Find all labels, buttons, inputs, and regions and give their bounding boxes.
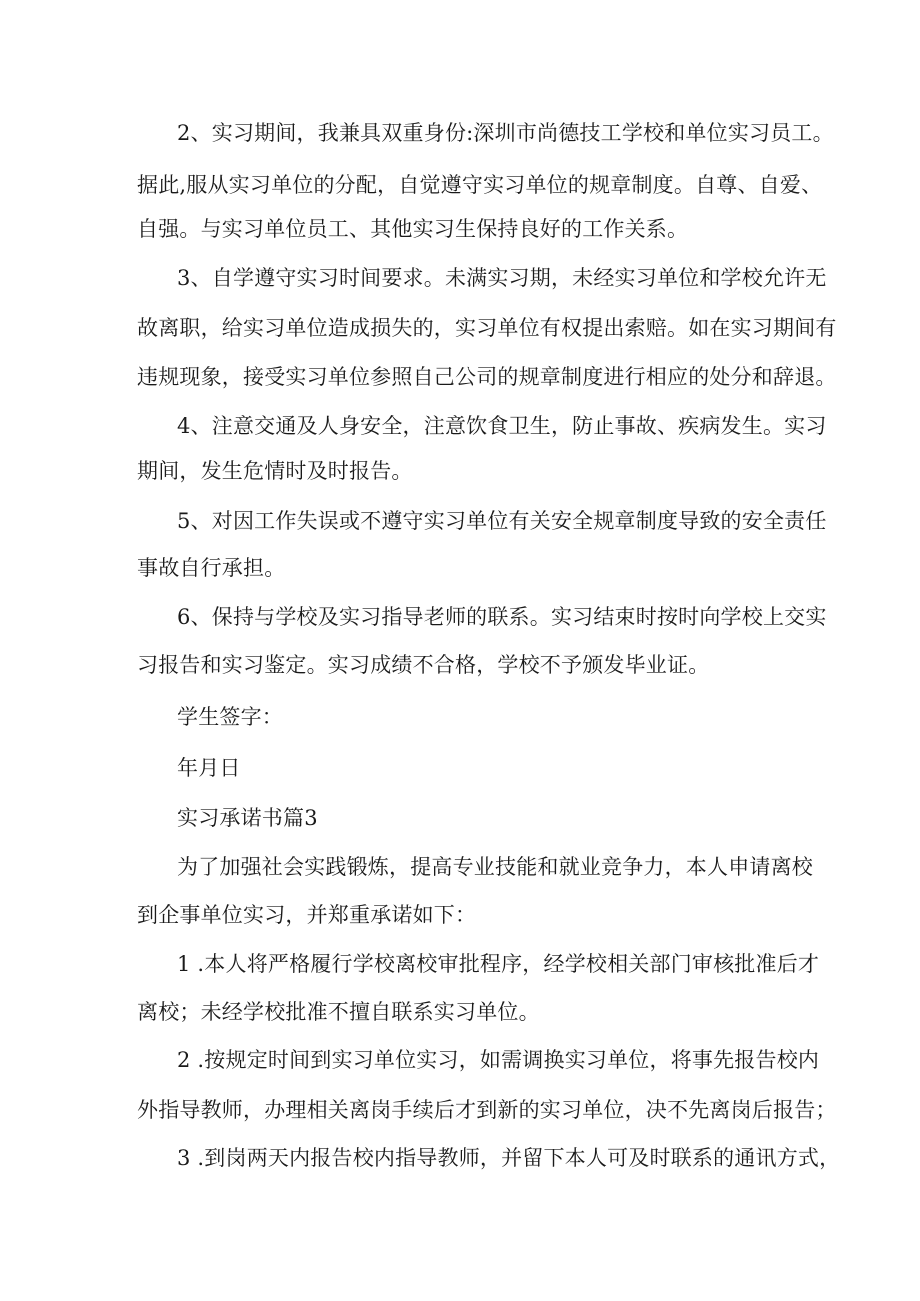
paragraph-6-line-1: 6、保持与学校及实习指导老师的联系。实习结束时按时向学校上交实 bbox=[177, 605, 827, 629]
paragraph-2-line-2: 据此,服从实习单位的分配，自觉遵守实习单位的规章制度。自尊、自爱、 bbox=[137, 173, 823, 197]
paragraph-5-line-1: 5、对因工作失误或不遵守实习单位有关安全规章制度导致的安全责任 bbox=[177, 509, 827, 533]
student-signature-label: 学生签字： bbox=[177, 705, 283, 729]
item-3-line-1: 3 .到岗两天内报告校内指导教师，并留下本人可及时联系的通讯方式， bbox=[177, 1146, 841, 1170]
item-2-line-2: 外指导教师，办理相关离岗手续后才到新的实习单位，决不先离岗后报告； bbox=[137, 1098, 837, 1122]
paragraph-5-line-2: 事故自行承担。 bbox=[137, 556, 286, 580]
paragraph-4-line-2: 期间，发生危情时及时报告。 bbox=[137, 459, 413, 483]
paragraph-2-line-1: 2、实习期间，我兼具双重身份:深圳市尚德技工学校和单位实习员工。 bbox=[177, 121, 834, 145]
date-label: 年月日 bbox=[177, 756, 241, 780]
item-1-line-1: 1 .本人将严格履行学校离校审批程序，经学校相关部门审核批准后才 bbox=[177, 952, 820, 976]
paragraph-3-line-3: 违规现象，接受实习单位参照自己公司的规章制度进行相应的处分和辞退。 bbox=[137, 365, 837, 389]
section-heading: 实习承诺书篇3 bbox=[177, 806, 318, 830]
paragraph-2-line-3: 自强。与实习单位员工、其他实习生保持良好的工作关系。 bbox=[137, 217, 689, 241]
paragraph-6-line-2: 习报告和实习鉴定。实习成绩不合格，学校不予颁发毕业证。 bbox=[137, 653, 710, 677]
paragraph-3-line-2: 故离职，给实习单位造成损失的，实习单位有权提出索赔。如在实习期间有 bbox=[137, 316, 837, 340]
intro-line-2: 到企事单位实习，并郑重承诺如下： bbox=[137, 903, 477, 927]
paragraph-4-line-1: 4、注意交通及人身安全，注意饮食卫生，防止事故、疾病发生。实习 bbox=[177, 414, 827, 438]
item-2-line-1: 2 .按规定时间到实习单位实习，如需调换实习单位，将事先报告校内 bbox=[177, 1048, 820, 1072]
intro-line-1: 为了加强社会实践锻炼，提高专业技能和就业竞争力，本人申请离校 bbox=[177, 855, 813, 879]
paragraph-3-line-1: 3、自学遵守实习时间要求。未满实习期，未经实习单位和学校允许无 bbox=[177, 266, 827, 290]
item-1-line-2: 离校；未经学校批准不擅自联系实习单位。 bbox=[137, 1000, 540, 1024]
